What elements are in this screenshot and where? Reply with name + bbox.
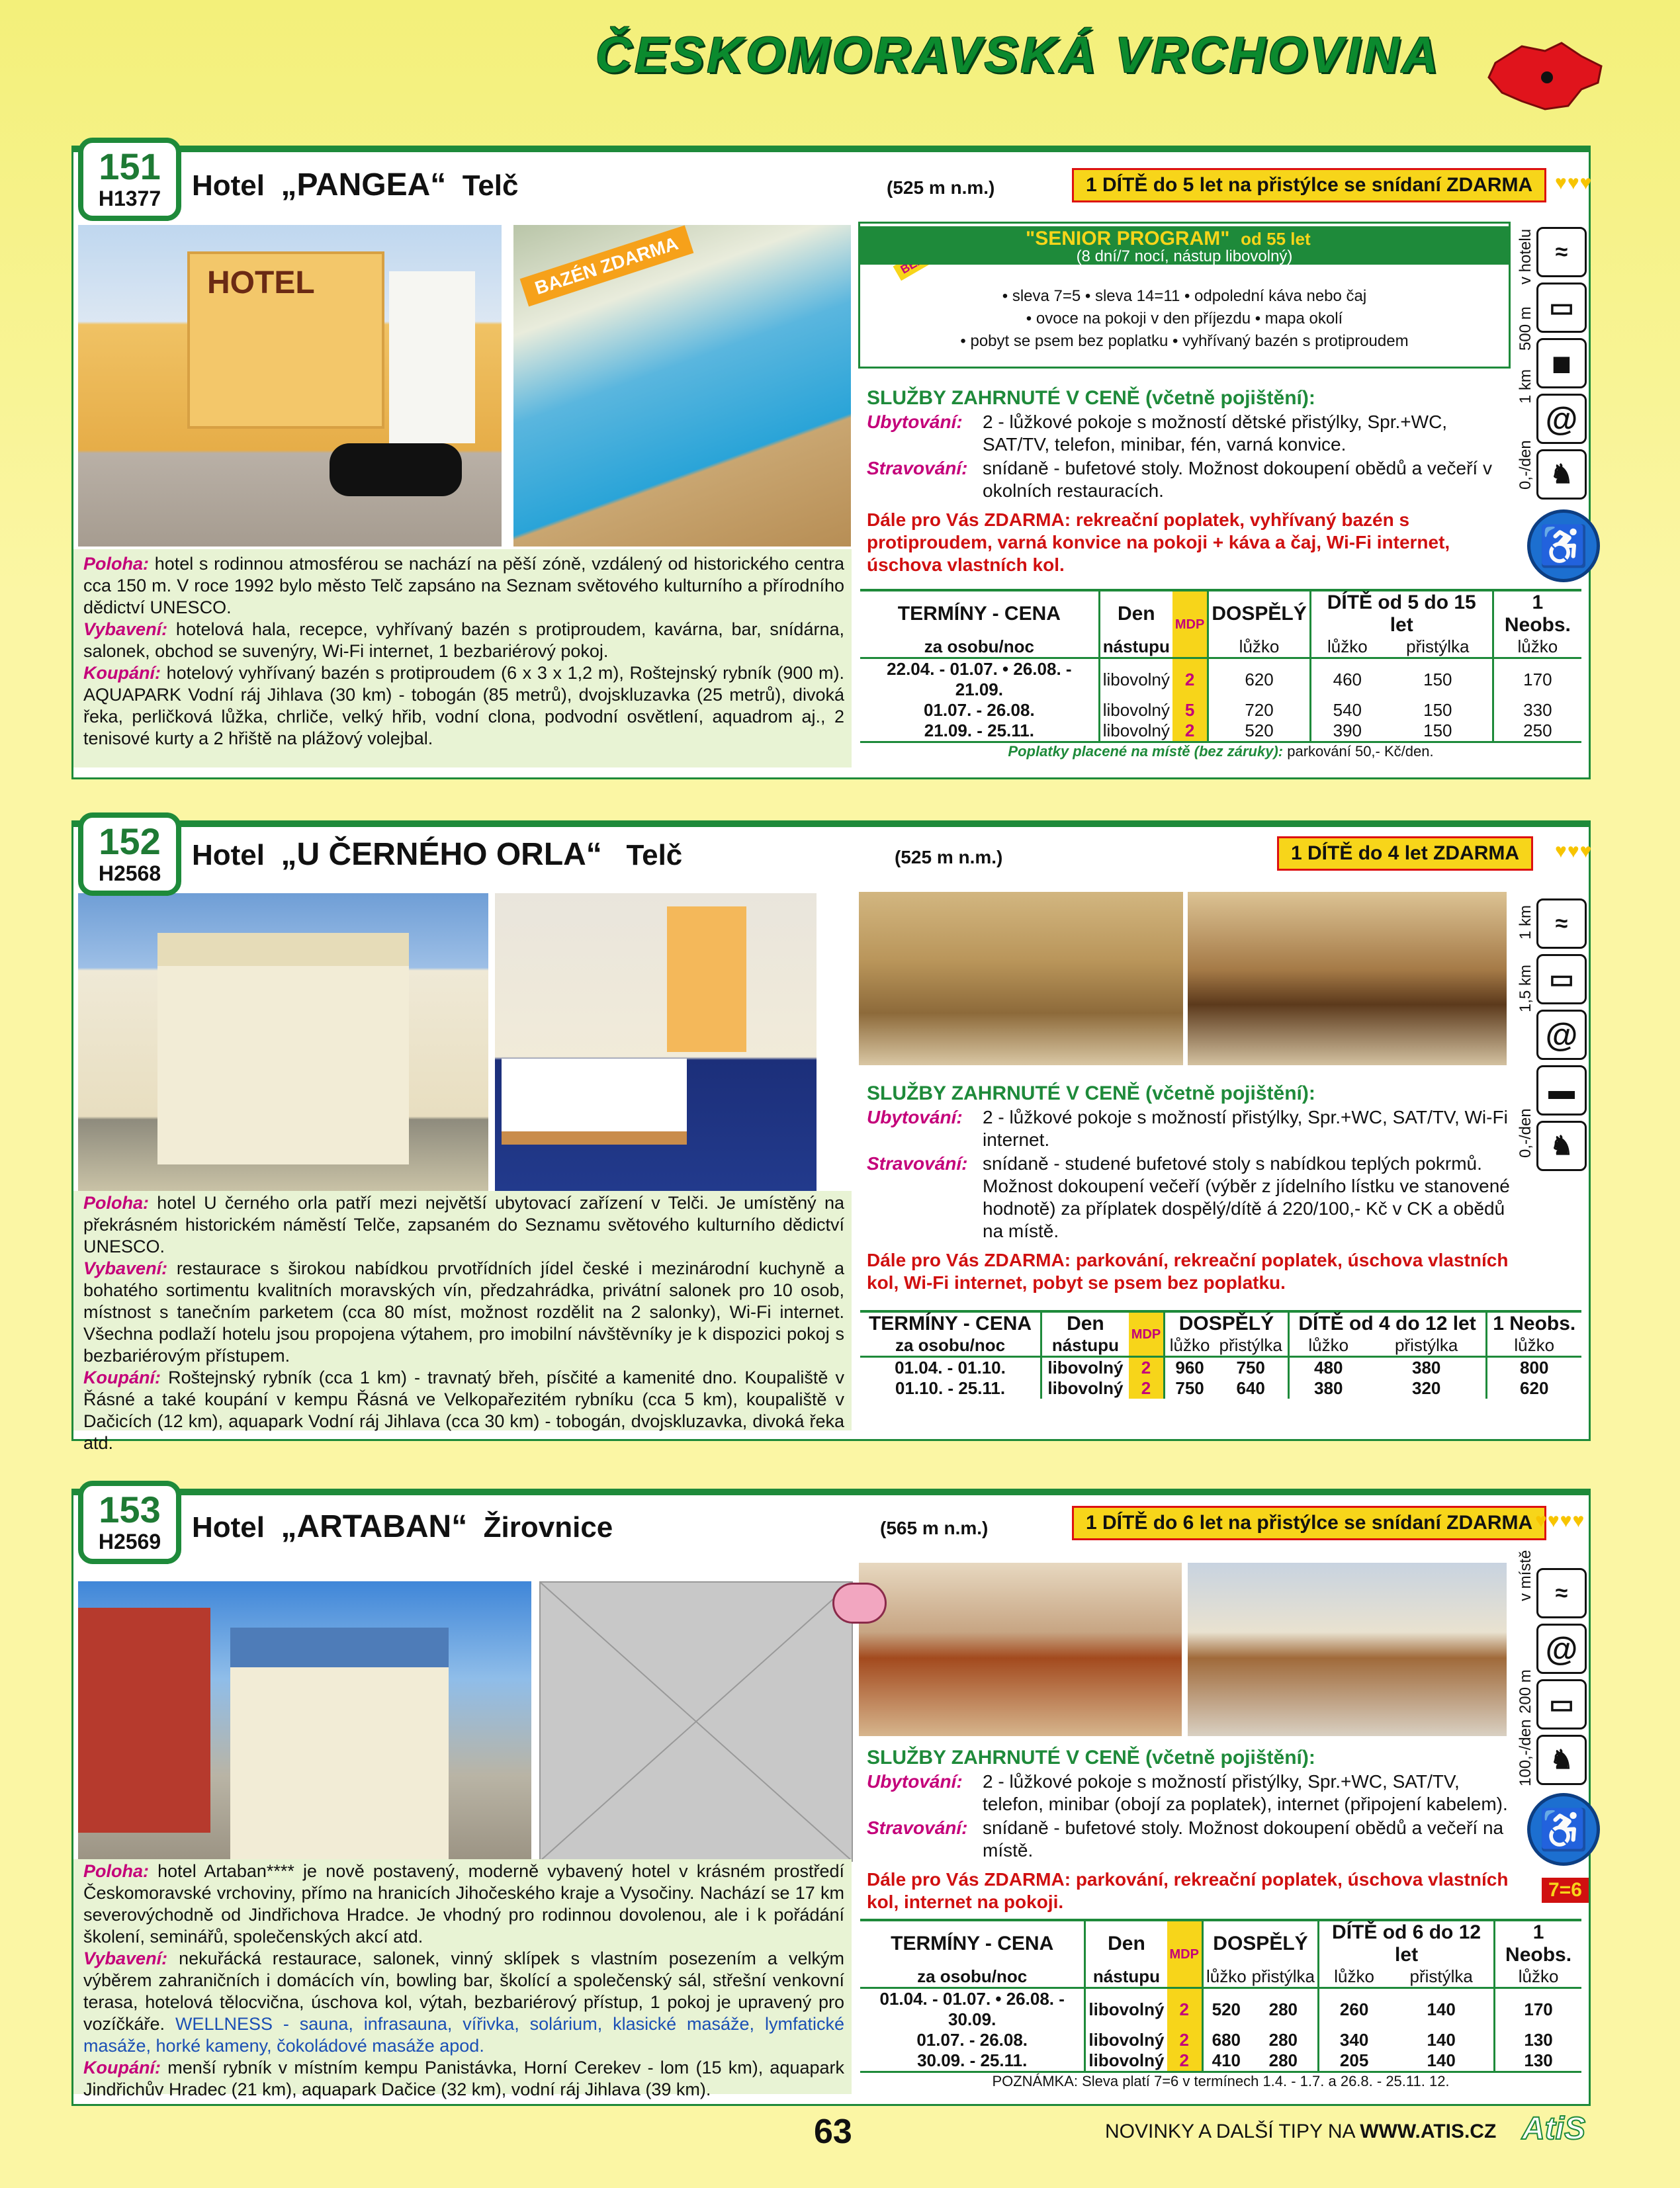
dog-fee: 0,-/den [1517,440,1534,490]
dog-icon: ♞ [1536,1121,1587,1171]
senior-program-box: "SENIOR PROGRAM" od 55 let (8 dní/7 nocí, nástup libovolný) • sleva 7=5 • sleva 14=11 • odpolední káva nebo čaj • ovoce na pokoji v den příjezdu • mapa okolí • pobyt se psem bez poplatku • vyhřívaný bazén s protiproudem [858,222,1511,369]
hotel-code: H2569 [98,1530,161,1553]
child-promo: 1 DÍTĚ do 4 let ZDARMA [1277,836,1533,871]
hotel-name: Hotel „ARTABAN“ Žirovnice [192,1509,613,1544]
hotel-altitude: (525 m n.m.) [895,847,1003,867]
rating-hearts: ♥♥♥ [1555,840,1593,862]
dog-fee: 0,-/den [1517,1108,1534,1158]
hotel-description: Poloha: hotel s rodinnou atmosférou se nachází na pěší zóně, vzdálený od historického centra cca 150 m. V roce 1992 bylo město Telč zapsáno na Seznam světového kulturního a přírodního dědictví UNESCO. Vybavení: hotelová hala, recepce, vyhřívaný bazén s protiproudem, kavárna, bar, snídárna, salonek, obchod se suvenýry, Wi-Fi internet, 1 bezbariérový pokoj. Koupání: hotelový vyhřívaný bazén s protiproudem (6 x 3 x 1,2 m), Roštejnský rybník (900 m). AQUAPARK Vodní ráj Jihlava (30 km) - tobogán (85 metrů), dvojskluzavka (25 metrů), divoká řeka, perličková lůžka, chrliče, velký hřib, vodní clona, podvodní osvětlení, aquadrom aj., 2 tenisové kurty a 2 hřiště na plážový volejbal. [83,554,844,748]
wheelchair-icon: ♿ [1527,509,1600,582]
included-services: SLUŽBY ZAHRNUTÉ V CENĚ (včetně pojištění): Ubytování: 2 - lůžkové pokoje s možností přistýlky, Spr.+WC, SAT/TV, Wi-Fi internet. Stravování: snídaně - studené bufetové stoly s nabídkou teplých pokrmů. Možnost dokoupení večeří (výběr z jídelního lístku ve stanovené hodnotě) za příplatek dospělý/dítě á 220/100,- Kč v CK a obědů na místě. Dále pro Vás ZDARMA: parkování, rekreační poplatek, úschova vlastních kol, Wi-Fi internet, pobyt se psem bez poplatku. [867,1082,1510,1293]
restaurant-photo [859,892,1183,1065]
child-promo: 1 DÍTĚ do 6 let na přistýlce se snídaní ZDARMA [1072,1506,1546,1540]
price-row: 01.07. - 26.08. libovolný 5 720 540 150 330 [860,700,1581,721]
child-promo: 1 DÍTĚ do 5 let na přistýlce se snídaní ZDARMA [1072,168,1546,202]
hotel-number: 152 [99,820,161,862]
town-square-photo [78,893,488,1191]
footer-promo: NOVINKY A DALŠÍ TIPY NA WWW.ATIS.CZ [1105,2121,1497,2142]
distance-bus: 200 m [1517,1669,1534,1714]
distance-pool: v hotelu [1517,228,1534,284]
image-placeholder [539,1581,853,1862]
atis-logo: AtiS [1522,2111,1585,2146]
hotel-room-photo [495,893,817,1191]
bus-icon: ▭ [1536,954,1587,1004]
price-row: 01.04. - 01.07. • 26.08. - 30.09. libovolný 2 520 280 260 140 170 [860,1988,1581,2031]
price-table: TERMÍNY - CENA Den MDP DOSPĚLÝ DÍTĚ od 5 do 15 let 1 Neobs. za osobu/noc nástupu lůžko lůžko přistýlka lůžko 22.04. - 01.07. • 26.08. - 21.09. libovolný 2 620 460 150 170 01.07. - 26.08. libovolný 5 720 540 150 330 21.09. - 25.11. libovolný 2 520 390 150 250 Poplatky placené na místě (bez záruky): parkování 50,- Kč/den. [860,589,1581,760]
amenity-icons [1536,222,1591,505]
dog-icon: ♞ [1536,1735,1587,1785]
hotel-code: H2568 [98,861,161,885]
distance-bus: 500 m [1517,306,1534,351]
price-row: 01.04. - 01.10. libovolný 2 960 750 480 380 800 [860,1357,1581,1379]
bus-icon: ▭ [1536,1679,1587,1729]
region-title: ČESKOMORAVSKÁ VRCHOVINA [596,27,1441,83]
distance-pool: v místě [1517,1550,1534,1601]
pool-photo: BAZÉN ZDARMA [513,225,851,547]
hotel-number: 151 [99,146,161,187]
piggy-bank-icon [832,1583,887,1624]
bar-photo [1188,892,1507,1065]
amenity-icons [1536,1563,1591,1790]
hotel-name: Hotel „PANGEA“ Telč [192,167,519,202]
included-services: SLUŽBY ZAHRNUTÉ V CENĚ (včetně pojištění): Ubytování: 2 - lůžkové pokoje s možností přistýlky, Spr.+WC, SAT/TV, telefon, minibar (obojí za poplatek), internet (připojení kabelem). Stravování: snídaně - bufetové stoly. Možnost dokoupení obědů a večeří na místě. Dále pro Vás ZDARMA: parkování, rekreační poplatek, úschova vlastních kol, internet na pokoji. [867,1747,1509,1912]
price-table: TERMÍNY - CENA Den MDP DOSPĚLÝ DÍTĚ od 4 do 12 let 1 Neobs. za osobu/noc nástupu lůžko přistýlka lůžko přistýlka lůžko 01.04. - 01.10. libovolný 2 960 750 480 380 800 01.10. - 25.11. libovolný 2 750 640 380 320 620 [860,1310,1581,1399]
car-icon: ▬ [1536,1065,1587,1116]
price-row: 22.04. - 01.07. • 26.08. - 21.09. libovolný 2 620 460 150 170 [860,658,1581,701]
swimming-icon: ≈ [1536,898,1587,949]
hotel-description: Poloha: hotel U černého orla patří mezi největší ubytovací zařízení v Telči. Je umístěný na překrásném historickém náměstí Telče, zapsaném do Seznamu světového kulturního dědictví UNESCO. Vybavení: restaurace s širokou nabídkou prvotřídních jídel české i mezinárodní kuchyně a bohatého sortimentu kvalitních moravských vín, předzahrádka, privátní salonek pro 10 osob, místnost s tanečním parketem (cca 80 míst, možnost rozdělit na 2 salonky), Wi-Fi internet. Všechna podlaží hotelu jsou propojena výtahem, pro imobilní návštěvníky je k dispozici pokoj s bezbariérovým přístupem. Koupání: Roštejnský rybník (cca 1 km) - travnatý břeh, písčité a kamenité dno. Koupaliště v Řásné a také koupání v kempu Řásná ve Velkopařezitém rybníku (cca 5 km), koupaliště v Dačicích (12 km), aquapark Vodní ráj Jihlava (cca 30 km) - tobogán, dvojskluzavka, divoká řeka atd. [83,1193,844,1453]
price-table: TERMÍNY - CENA Den MDP DOSPĚLÝ DÍTĚ od 6 do 12 let 1 Neobs. za osobu/noc nástupu lůžko přistýlka lůžko přistýlka lůžko 01.04. - 01.07. • 26.08. - 30.09. libovolný 2 520 280 260 140 170 01.07. - 26.08. libovolný 2 680 280 340 140 130 30.09. - 25.11. libovolný 2 410 280 205 140 130 POZNÁMKA: Sleva platí 7=6 v termínech 1.4. - 1.7. a 26.8. - 25.11. 12. [860,1919,1581,2090]
distance-pool: 1 km [1517,904,1534,940]
internet-icon: @ [1536,394,1587,444]
page-number: 63 [814,2113,852,2151]
hotel-number: 153 [99,1489,161,1530]
hotel-description: Poloha: hotel Artaban**** je nově postavený, moderně vybavený hotel v krásném prostředí Českomoravské vrchoviny, přímo na hranicích Jihočeského kraje a Vysočiny. Nachází se 17 km severovýchodně od Jindřichova Hradce. Je vhodný pro rodinnou dovolenou, ale i k pořádání školení, seminářů, společenských akcí atd. Vybavení: nekuřácká restaurace, salonek, vinný sklípek s vlastním posezením a velkým výběrem zahraničních i domácích vín, bowling bar, školící a společenský sál, střešní venkovní terasa, hotelová tělocvična, úschova kol, výtah, bezbariérový přístup, 1 pokoj je upravený pro vozíčkáře. WELLNESS - sauna, infrasauna, vířivka, solárium, klasické masáže, lymfatické masáže, horké kameny, čokoládové masáže apod. Koupání: menší rybník v místním kempu Panistávka, Horní Cerekev - lom (15 km), aquapark Jindřichův Hradec (21 km), aquapark Dačice (32 km), vodní ráj Jihlava (39 km). [83,1861,844,2099]
train-icon: ◼ [1536,338,1587,388]
hotel-badge [78,1481,181,1564]
hotel-altitude: (525 m n.m.) [887,177,995,198]
hotel-altitude: (565 m n.m.) [880,1518,989,1538]
rating-hearts: ♥♥♥ [1555,172,1593,194]
bus-icon: ▭ [1536,283,1587,333]
included-services: SLUŽBY ZAHRNUTÉ V CENĚ (včetně pojištění): Ubytování: 2 - lůžkové pokoje s možností dětské přistýlky, Spr.+WC, SAT/TV, telefon, minibar, fén, varná konvice. Stravování: snídaně - bufetové stoly. Možnost dokoupení obědů a večeří v okolních restauracích. Dále pro Vás ZDARMA: rekreační poplatek, vyhřívaný bazén s protiproudem, varná konvice na pokoji + káva a čaj, Wi-Fi internet, úschova vlastních kol. [867,387,1492,575]
hotel-bedroom-photo [859,1563,1182,1736]
czech-map-icon [1482,36,1608,119]
terrace-photo [1188,1563,1507,1736]
price-row: 30.09. - 25.11. libovolný 2 410 280 205 140 130 [860,2050,1581,2072]
hotel-badge [78,138,181,221]
price-row: 01.10. - 25.11. libovolný 2 750 640 380 320 620 [860,1378,1581,1399]
swimming-icon: ≈ [1536,227,1587,277]
hotel-badge [78,812,181,896]
hotel-code: H1377 [98,187,161,210]
wheelchair-icon: ♿ [1527,1793,1600,1866]
dog-fee: 100,-/den [1517,1719,1534,1786]
distance-bus: 1,5 km [1517,964,1534,1012]
internet-icon: @ [1536,1624,1587,1674]
hotel-artaban-photo [78,1581,531,1859]
offer-badge: 7=6 [1542,1878,1589,1903]
swimming-icon: ≈ [1536,1568,1587,1618]
hotel-facade-photo: HOTEL [78,225,502,547]
amenity-icons [1536,893,1591,1176]
hotel-name: Hotel „U ČERNÉHO ORLA“ Telč [192,837,683,872]
internet-icon: @ [1536,1010,1587,1060]
dog-icon: ♞ [1536,449,1587,500]
distance-train: 1 km [1517,369,1534,404]
senior-title: "SENIOR PROGRAM" [1026,228,1230,249]
price-row: 21.09. - 25.11. libovolný 2 520 390 150 250 [860,721,1581,742]
price-row: 01.07. - 26.08. libovolný 2 680 280 340 140 130 [860,2030,1581,2050]
rating-hearts: ♥♥♥♥ [1535,1510,1585,1532]
